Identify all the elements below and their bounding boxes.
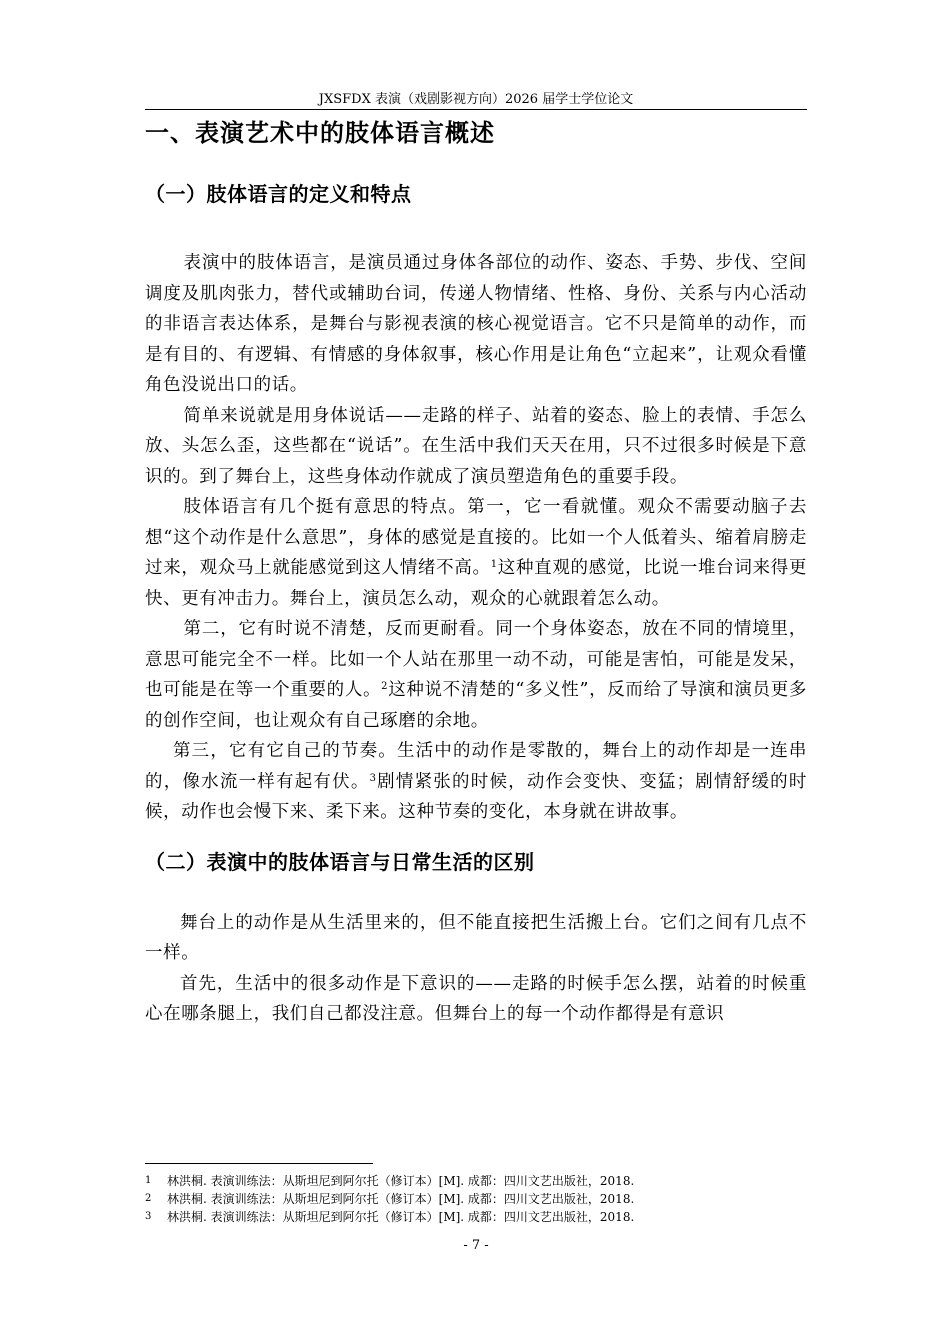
paragraph-text: 这种说不清楚的“多义性”，反而给了导演和演员更多的创作空间，也让观众有自己琢磨的余地。 [145, 680, 807, 731]
paragraph-text: 第三，它有它自己的节奏。生活中的动作是零散的，舞台上的动作却是一连串的，像水流一样有起有伏。 [145, 741, 807, 792]
paragraph [145, 614, 807, 736]
footnote-text: 林洪桐. 表演训练法：从斯坦尼到阿尔托（修订本）[M]. 成都：四川文艺出版社，2018. [167, 1192, 635, 1206]
header-rule [145, 109, 807, 110]
paragraph: 表演中的肢体语言，是演员通过身体各部位的动作、姿态、手势、步伐、空间调度及肌肉张力，替代或辅助台词，传递人物情绪、性格、身份、关系与内心活动的非语言表达体系，是舞台与影视表演的核心视觉语言。它不只是简单的动作，而是有目的、有逻辑、有情感的身体叙事，核心作用是让角色“立起来”，让观众看懂角色没说出口的话。 [145, 253, 807, 395]
footnote-ref: 2 [381, 681, 389, 692]
footnote-mark: 2 [145, 1193, 152, 1204]
footnotes [145, 1163, 807, 1226]
section-heading-2: （二）表演中的肢体语言与日常生活的区别 [145, 849, 535, 874]
section-heading-1: （一）肢体语言的定义和特点 [145, 182, 412, 206]
footnote-rule [145, 1163, 373, 1164]
paragraph-text: 第二，它有时说不清楚，反而更耐看。同一个身体姿态，放在不同的情境里，意思可能完全不一样。比如一个人站在那里一动不动，可能是害怕，可能是发呆，也可能是在等一个重要的人。 [145, 619, 807, 700]
footnote [145, 1190, 807, 1208]
page-number: - 7 - [463, 1238, 489, 1253]
footnote-ref: 1 [490, 559, 498, 570]
footnote-text: 林洪桐. 表演训练法：从斯坦尼到阿尔托（修订本）[M]. 成都：四川文艺出版社，2018. [167, 1210, 635, 1224]
chapter-heading: 一、表演艺术中的肢体语言概述 [145, 119, 495, 147]
body-content [145, 112, 807, 1030]
paragraph: 简单来说就是用身体说话——走路的样子、站着的姿态、脸上的表情、手怎么放、头怎么歪，这些都在“说话”。在生活中我们天天在用，只不过很多时候是下意识的。到了舞台上，这些身体动作就成了演员塑造角色的重要手段。 [145, 405, 807, 487]
paragraph-text: 剧情紧张的时候，动作会变快、变猛；剧情舒缓的时候，动作也会慢下来、柔下来。这种节奏的变化，本身就在讲故事。 [145, 771, 807, 822]
running-header: JXSFDX 表演（戏剧影视方向）2026 届学士学位论文 [318, 92, 634, 107]
paragraph-text: 这种直观的感觉，比说一堆台词来得更快、更有冲击力。舞台上，演员怎么动，观众的心就跟着怎么动。 [145, 558, 808, 609]
footnote [145, 1172, 807, 1190]
footnote-ref: 3 [369, 772, 377, 784]
paragraph: 舞台上的动作是从生活里来的，但不能直接把生活搬上台。它们之间有几点不一样。 [145, 912, 807, 963]
paragraph-text: 肢体语言有几个挺有意思的特点。第一，它一看就懂。观众不需要动脑子去想“这个动作是什么意思”，身体的感觉是直接的。比如一个人低着头、缩着肩膀走过来，观众马上就能感觉到这人情绪不高。 [145, 497, 807, 578]
footnote-mark: 1 [145, 1175, 152, 1186]
paragraph: 首先，生活中的很多动作是下意识的——走路的时候手怎么摆，站着的时候重心在哪条腿上，我们自己都没注意。但舞台上的每一个动作都得是有意识 [145, 973, 807, 1024]
footnote-mark: 3 [145, 1211, 152, 1222]
paragraph [145, 736, 807, 828]
footnote-text: 林洪桐. 表演训练法：从斯坦尼到阿尔托（修订本）[M]. 成都：四川文艺出版社，2018. [167, 1174, 635, 1188]
footnote [145, 1208, 807, 1226]
paragraph [145, 492, 807, 614]
